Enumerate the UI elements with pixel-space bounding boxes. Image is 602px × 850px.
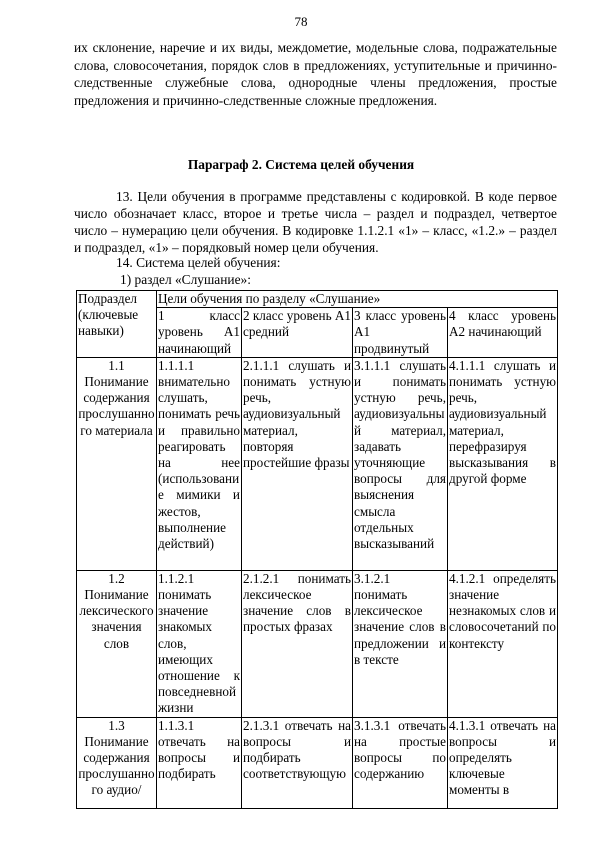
page-number: 78 [294,14,308,29]
learning-goals-table [76,290,558,809]
goals-group-header-cell: Цели обучения по разделу «Слушание» [157,291,558,308]
goal-cell: 2.1.1.1 слушать и понимать устную речь, аудиовизуальный материал, повторяя простейшие фразы [242,357,353,570]
goal-cell: 2.1.2.1 понимать лексическое значение слов в простых фразах [242,570,353,717]
level-header-cell: 4 класс уровень А2 начинающий [448,308,558,358]
subitem-1: 1) раздел «Слушание»: [120,272,251,287]
goal-cell: 3.1.2.1 понимать лексическое значение слов в предложении и в тексте [353,570,448,717]
goal-cell: 1.1.1.1 внимательно слушать, понимать речь и правильно реагировать на нее (использование мимики и жестов, выполнение действий) [157,357,242,570]
goal-cell: 3.1.3.1 отвечать на простые вопросы по содержанию [353,717,448,808]
goal-cell: 2.1.3.1 отвечать на вопросы и подбирать соответствующую [242,717,353,808]
level-header-cell: 2 класс уровень А1 средний [242,308,353,358]
subsection-cell: 1.3 Понимание содержания прослушанного аудио/ [77,717,157,808]
goal-cell: 1.1.3.1 отвечать на вопросы и подбирать [157,717,242,808]
subsection-header-cell: Подраздел (ключевые навыки) [77,291,157,358]
goal-cell: 4.1.2.1 определять значение незнакомых слов и словосочетаний по контексту [448,570,558,717]
paragraph-13: 13. Цели обучения в программе представлены с кодировкой. В коде первое число обозначает класс, второе и третье числа – раздел и подраздел, четвертое число – нумерацию цели обучения. В кодировке 1.1.2.1 «1» – класс, «1.2.» – раздел и подраздел, «1» – порядковый номер цели обучения. [74,189,557,255]
item-14: 14. Система целей обучения: [116,255,281,270]
goal-cell: 1.1.2.1 понимать значение знакомых слов, имеющих отношение к повседневной жизни [158,570,240,716]
goal-cell: 4.1.1.1 слушать и понимать устную речь, аудиовизуальный материал, перефразируя высказывания в другой форме [448,357,558,570]
table-row [77,570,558,717]
goal-cell: 3.1.1.1 слушать и понимать устную речь, аудиовизуальный материал, задавать уточняющие вопросы для выяснения смысла отдельных высказываний [353,357,448,570]
table-row [77,717,558,808]
subsection-cell: 1.1 Понимание содержания прослушанного материала [77,357,157,570]
goal-cell: 4.1.3.1 отвечать на вопросы и определять ключевые моменты в [448,717,558,808]
section-heading: Параграф 2. Система целей обучения [187,157,415,172]
table-row [77,357,558,570]
level-header-cell: 3 класс уровень А1 продвинутый [354,308,446,356]
intro-paragraph: их склонение, наречие и их виды, междометие, модельные слова, подражательные слова, словосочетания, порядок слов в предложениях, уступительные и причинно-следственные служебные слова, однородные члены предложения, простые предложения и причинно-следственные сложные предложения. [74,40,557,108]
table-header-row [77,291,558,308]
level-header-cell: 1 класс уровень А1 начинающий [158,308,240,356]
subsection-cell: 1.2 Понимание лексического значения слов [77,570,157,717]
